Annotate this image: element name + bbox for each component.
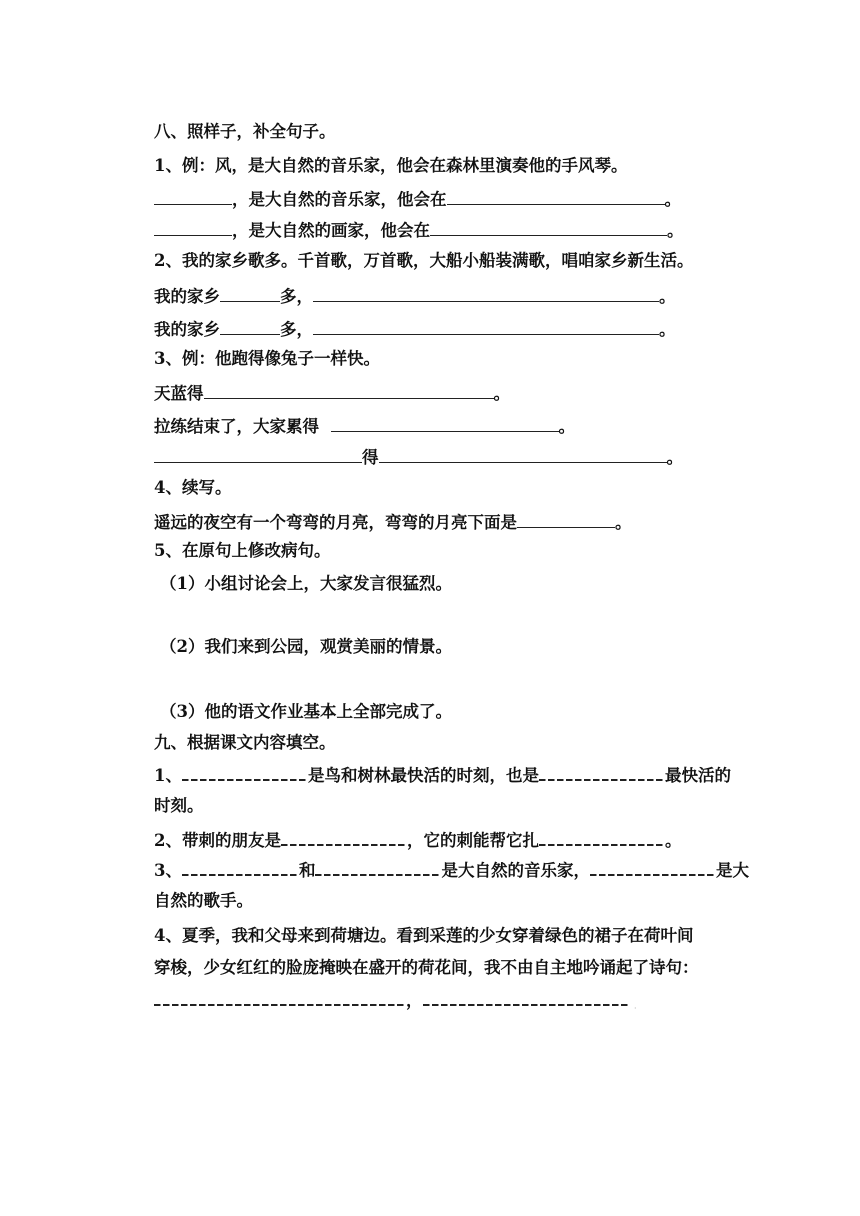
s9-q2-start: 2、带刺的朋友是 xyxy=(154,831,281,850)
answer-blank[interactable] xyxy=(379,445,667,463)
answer-blank[interactable] xyxy=(281,829,407,846)
answer-blank[interactable] xyxy=(590,859,716,876)
period: 。 xyxy=(664,831,682,850)
section-8-title: 八、照样子，补全句子。 xyxy=(154,122,336,141)
s9-q3-and: 和 xyxy=(298,861,316,880)
answer-blank[interactable] xyxy=(220,284,280,302)
period: 。 xyxy=(615,513,632,532)
s9-q1-line1 xyxy=(154,764,731,787)
s9-q3-num: 3、 xyxy=(154,861,182,880)
answer-blank[interactable] xyxy=(154,218,232,236)
period: 。 xyxy=(558,417,575,436)
q5-item-1: （1）小组讨论会上，大家发言很猛烈。 xyxy=(160,574,452,593)
comma: ， xyxy=(406,991,423,1010)
period: 。 xyxy=(659,287,676,306)
answer-blank[interactable] xyxy=(204,381,494,399)
period: 。 xyxy=(659,320,676,339)
s9-q3-mid: 是大自然的音乐家， xyxy=(441,861,590,880)
period: 。 xyxy=(667,221,684,240)
s9-q1-mid: 是鸟和树林最快活的时刻，也是 xyxy=(307,766,539,785)
period: 。 xyxy=(664,190,681,209)
q2-line-a-start: 我的家乡 xyxy=(154,287,220,306)
s9-q3-end: 是大 xyxy=(715,861,749,880)
answer-blank[interactable] xyxy=(313,284,659,302)
s9-q4-line1: 4、夏季，我和父母来到荷塘边。看到采莲的少女穿着绿色的裙子在荷叶间 xyxy=(154,926,694,945)
answer-blank[interactable] xyxy=(315,859,441,876)
s9-q1-line2: 时刻。 xyxy=(154,796,204,815)
q1-line-a xyxy=(154,187,681,211)
answer-blank[interactable] xyxy=(539,764,665,781)
answer-blank[interactable] xyxy=(517,510,615,528)
q5-item-2: （2）我们来到公园，观赏美丽的情景。 xyxy=(160,637,452,656)
q2-example: 2、我的家乡歌多。千首歌，万首歌，大船小船装满歌，唱咱家乡新生活。 xyxy=(154,251,694,270)
answer-blank[interactable] xyxy=(220,317,280,335)
q2-line-a xyxy=(154,284,676,308)
s9-q1-num: 1、 xyxy=(154,766,182,785)
q2-line-b-mid: 多， xyxy=(280,320,313,339)
q3-line-a xyxy=(154,381,510,405)
s9-q1-end: 最快活的 xyxy=(664,766,731,785)
q5-item-3: （3）他的语文作业基本上全部完成了。 xyxy=(160,702,452,721)
q2-line-b-start: 我的家乡 xyxy=(154,320,220,339)
answer-blank[interactable] xyxy=(154,989,406,1006)
s9-q3-line2: 自然的歌手。 xyxy=(154,891,253,910)
answer-blank[interactable] xyxy=(182,764,308,781)
q1-line-b xyxy=(154,218,684,242)
period: 。 xyxy=(666,448,683,467)
q3-example: 3、例：他跑得像兔子一样快。 xyxy=(154,349,380,368)
answer-blank[interactable] xyxy=(313,317,659,335)
scan-speck: · xyxy=(634,1004,637,1013)
q3-line-a-start: 天蓝得 xyxy=(154,384,204,403)
s9-q2-line xyxy=(154,829,681,852)
q1-line-b-text: ，是大自然的画家，他会在 xyxy=(232,221,430,240)
answer-blank[interactable] xyxy=(331,414,559,432)
q4-text: 遥远的夜空有一个弯弯的月亮，弯弯的月亮下面是 xyxy=(154,513,517,532)
answer-blank[interactable] xyxy=(154,187,232,205)
answer-blank[interactable] xyxy=(423,989,630,1006)
s9-q2-mid: ，它的刺能帮它扎 xyxy=(406,831,539,850)
answer-blank[interactable] xyxy=(430,218,667,236)
q3-line-b xyxy=(154,414,575,438)
answer-blank[interactable] xyxy=(154,445,362,463)
q4-title: 4、续写。 xyxy=(154,478,232,497)
section-9-title: 九、根据课文内容填空。 xyxy=(154,733,336,752)
q3-line-b-start: 拉练结束了，大家累得 xyxy=(154,417,319,436)
q3-line-c-mid: 得 xyxy=(362,448,379,467)
period: 。 xyxy=(493,384,510,403)
q4-line xyxy=(154,510,632,534)
q1-line-a-text: ，是大自然的音乐家，他会在 xyxy=(232,190,447,209)
answer-blank[interactable] xyxy=(447,187,665,205)
q5-title: 5、在原句上修改病句。 xyxy=(154,541,331,560)
q3-line-c xyxy=(154,445,683,469)
s9-q3-line1 xyxy=(154,859,749,882)
s9-q4-line2: 穿梭，少女红红的脸庞掩映在盛开的荷花间，我不由自主地吟诵起了诗句： xyxy=(154,958,699,977)
q2-line-a-mid: 多， xyxy=(280,287,313,306)
answer-blank[interactable] xyxy=(539,829,665,846)
s9-q4-line3 xyxy=(154,989,630,1012)
q1-example: 1、例：风，是大自然的音乐家，他会在森林里演奏他的手风琴。 xyxy=(154,156,628,175)
q2-line-b xyxy=(154,317,676,341)
answer-blank[interactable] xyxy=(182,859,299,876)
